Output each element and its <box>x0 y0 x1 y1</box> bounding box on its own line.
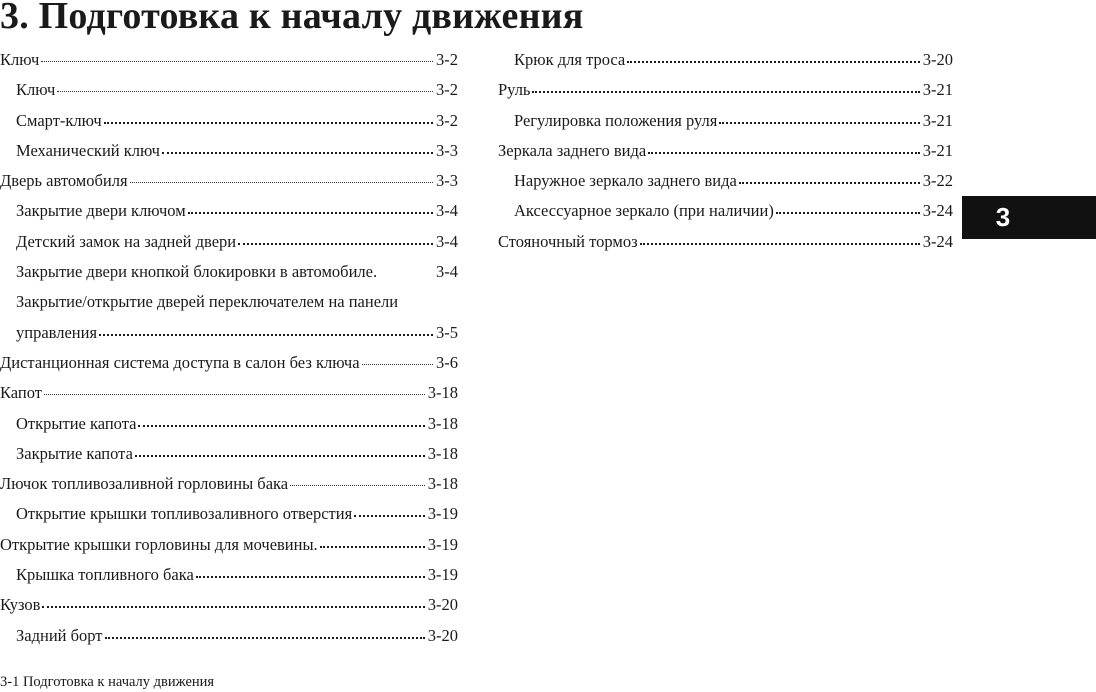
toc-entry[interactable] <box>498 75 953 105</box>
toc-leader-dots <box>627 60 920 63</box>
toc-entry-page: 3-22 <box>922 171 953 191</box>
toc-right-column <box>498 45 953 257</box>
toc-entry[interactable] <box>0 45 458 75</box>
toc-entry[interactable] <box>0 136 458 166</box>
toc-entry-page: 3-4 <box>436 231 458 251</box>
toc-entry-label: управления <box>16 322 98 342</box>
toc-entry-label: Закрытие капота <box>16 443 133 463</box>
toc-entry[interactable] <box>0 287 458 317</box>
toc-entry-page: 3-6 <box>436 352 458 372</box>
toc-entry[interactable] <box>0 106 458 136</box>
toc-entry-page: 3-19 <box>427 534 458 554</box>
toc-leader-dots <box>162 151 433 154</box>
toc-entry-label: Аксессуарное зеркало (при наличии) <box>514 201 774 221</box>
toc-entry-label: Закрытие/открытие дверей переключателем на панели <box>16 292 399 312</box>
toc-entry-label: Лючок топливозаливной горловины бака <box>0 474 289 494</box>
toc-entry[interactable] <box>0 439 458 469</box>
toc-entry-label: Зеркала заднего вида <box>498 140 647 160</box>
toc-entry-page: 3-20 <box>427 625 458 645</box>
toc-entry-page: 3-2 <box>436 50 458 69</box>
toc-leader-dots <box>138 424 424 427</box>
toc-leader-dots <box>776 211 920 214</box>
toc-entry-page: 3-4 <box>436 201 458 221</box>
toc-entry[interactable] <box>498 166 953 196</box>
toc-leader-dots <box>44 393 425 395</box>
toc-entry[interactable] <box>498 106 953 136</box>
toc-entry-page: 3-24 <box>922 201 953 221</box>
toc-entry[interactable] <box>0 196 458 226</box>
toc-entry[interactable] <box>0 257 458 287</box>
chapter-tab-marker[interactable]: 3 <box>962 196 1096 239</box>
toc-entry-page: 3-21 <box>922 110 953 130</box>
toc-entry[interactable] <box>0 590 458 620</box>
toc-leader-dots <box>57 90 433 92</box>
toc-entry[interactable] <box>0 166 458 196</box>
toc-entry-label: Ключ <box>16 80 56 100</box>
toc-leader-dots <box>105 636 425 639</box>
toc-entry-page: 3-4 <box>436 262 458 282</box>
toc-leader-dots <box>188 211 433 214</box>
toc-entry-label: Регулировка положения руля <box>514 110 718 130</box>
toc-leader-dots <box>362 363 433 365</box>
page-title: 3. Подготовка к началу движения <box>0 0 584 37</box>
toc-leader-dots <box>135 454 425 457</box>
toc-entry-label: Наружное зеркало заднего вида <box>514 171 737 191</box>
toc-entry-label: Открытие капота <box>16 413 137 433</box>
toc-entry-label: Открытие крышки горловины для мочевины. <box>0 534 318 554</box>
toc-entry[interactable] <box>0 560 458 590</box>
toc-entry-page: 3-5 <box>436 322 458 342</box>
toc-entry[interactable] <box>498 227 953 257</box>
toc-leader-dots <box>354 514 425 517</box>
toc-entry[interactable] <box>0 227 458 257</box>
toc-entry-label: Кузов <box>0 595 41 615</box>
toc-leader-dots <box>648 151 920 154</box>
toc-left-column <box>0 45 458 651</box>
toc-entry-label: Стояночный тормоз <box>498 231 638 251</box>
toc-entry[interactable] <box>0 348 458 378</box>
toc-entry-label: Механический ключ <box>16 140 160 160</box>
toc-entry-page: 3-3 <box>436 171 458 191</box>
toc-entry[interactable] <box>0 409 458 439</box>
toc-entry[interactable] <box>0 75 458 105</box>
toc-entry-page: 3-19 <box>427 504 458 524</box>
page-footer: 3-1 Подготовка к началу движения <box>0 674 215 690</box>
toc-entry-label: Закрытие двери ключом <box>16 201 186 221</box>
toc-entry-label: Открытие крышки топливозаливного отверстия <box>16 504 353 524</box>
toc-entry[interactable] <box>0 499 458 529</box>
toc-entry[interactable] <box>0 530 458 560</box>
toc-leader-dots <box>532 90 919 93</box>
toc-entry-label: Руль <box>498 80 531 100</box>
toc-leader-dots <box>238 242 433 245</box>
toc-entry[interactable] <box>0 621 458 651</box>
toc-entry-page: 3-18 <box>427 383 458 403</box>
toc-entry[interactable] <box>0 469 458 499</box>
toc-leader-dots <box>320 545 425 548</box>
toc-leader-dots <box>640 242 920 245</box>
toc-entry[interactable] <box>498 45 953 75</box>
toc-entry-page: 3-18 <box>427 413 458 433</box>
toc-entry-page: 3-21 <box>922 140 953 160</box>
toc-entry-label: Дистанционная система доступа в салон без ключа <box>0 352 360 372</box>
toc-leader-dots <box>290 484 425 486</box>
toc-leader-dots <box>42 605 424 608</box>
toc-entry-page: 3-2 <box>436 80 458 100</box>
toc-entry-label: Закрытие двери кнопкой блокировки в автомобиле. <box>16 262 378 282</box>
toc-entry-page: 3-3 <box>436 140 458 160</box>
toc-entry-page: 3-18 <box>427 474 458 494</box>
toc-entry-page: 3-19 <box>427 565 458 585</box>
toc-leader-dots <box>196 575 425 578</box>
toc-entry-page: 3-2 <box>436 110 458 130</box>
toc-entry-page: 3-21 <box>922 80 953 100</box>
toc-entry-page: 3-24 <box>922 231 953 251</box>
toc-entry-page: 3-20 <box>427 595 458 615</box>
toc-leader-dots <box>719 121 919 124</box>
toc-entry-page: 3-20 <box>922 50 953 69</box>
toc-entry-label: Капот <box>0 383 42 403</box>
toc-entry-page: 3-18 <box>427 443 458 463</box>
toc-entry[interactable] <box>0 318 458 348</box>
toc-entry-label: Крышка топливного бака <box>16 565 194 585</box>
toc-entry[interactable] <box>498 196 953 226</box>
toc-leader-dots <box>739 181 920 184</box>
toc-leader-dots <box>130 181 433 183</box>
toc-leader-dots <box>99 333 433 336</box>
toc-entry-label: Крюк для троса <box>514 50 626 69</box>
toc-leader-dots <box>104 121 433 124</box>
toc-entry-label: Детский замок на задней двери <box>16 231 237 251</box>
toc-entry-label: Смарт-ключ <box>16 110 102 130</box>
toc-entry-label: Дверь автомобиля <box>0 171 128 191</box>
toc-entry[interactable] <box>498 136 953 166</box>
toc-entry-label: Ключ <box>0 50 40 69</box>
toc-entry[interactable] <box>0 378 458 408</box>
toc-entry-label: Задний борт <box>16 625 103 645</box>
toc-leader-dots <box>41 60 433 62</box>
